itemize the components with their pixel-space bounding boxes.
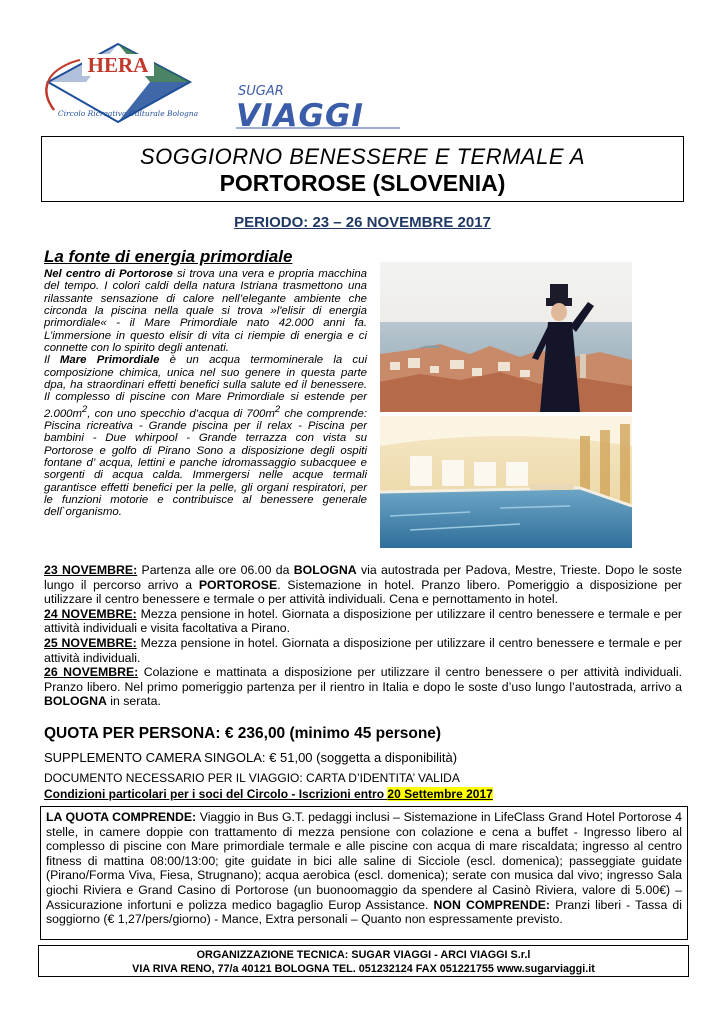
hera-logo-subtitle: Circolo Ricreativo Culturale Bologna — [57, 109, 199, 118]
itinerary — [44, 563, 682, 709]
footer-line-1: ORGANIZZAZIONE TECNICA: SUGAR VIAGGI - ARCI VIAGGI S.r.l — [196, 949, 531, 961]
includes-text: Viaggio in Bus G.T. pedaggi inclusi – Sistemazione in LifeClass Grand Hotel Portorose 4 stelle, in camere doppie con trattamento di mezza pensione con colazione e cena a buffet - Ingresso libero al complesso di piscine con Mare primordiale termale e alle piscine con acqua di mare riscaldata; ingresso al centro fitness di mattina 08:00/13:00; gite guidate in bici alle saline di Sicciole (escl. domenica); passeggiate guidate (Pirano/Forma Viva, Fiesa, Strugnano); acqua aerobica (escl. domenica); serate con musica dal vivo; ingresso Sala giochi Riviera e Grand Casino di Portorose (un buonoomaggio da spendere al Casinò Riviera, valore di 5.00€) – Assicurazione infortuni e polizza medico bagaglio Europ Assistance. — [46, 810, 682, 912]
day-2-text: Mezza pensione in hotel. Giornata a disposizione per utilizzare il centro benessere e termale e per attività individuali e visita facoltativa a Pirano. — [44, 606, 682, 636]
intro-text-2b: è un acqua termominerale la cui composizione chimica, unica nel suo genere in questa parte dpa, ha straordinari effetti benefici sulla salute ed il benessere. Il complesso di piscine con Mare Primordiale si estende per 2.000m — [44, 354, 367, 420]
sugar-logo-text: SUGAR — [238, 84, 284, 99]
not-includes-label: NON COMPRENDE: — [433, 897, 550, 912]
day-1-text-c: . Sistemazione in hotel. Pranzo libero. Pomeriggio a disposizione per utilizzare il centro benessere e termale o per attività individuali. Cena e pernottamento in hotel. — [44, 577, 682, 607]
intro-text-2a: Il — [44, 354, 60, 367]
day-1-text-b: via autostrada per Padova, Mestre, Trieste. Dopo le soste lungo il percorso arrivo a — [44, 563, 682, 592]
day-4-date: 26 NOVEMBRE: — [44, 665, 139, 680]
intro-text-1: si trova una vera e propria macchina del tempo. I colori caldi della natura Istriana trasmettono una rilassante sensazione di calore nell’elegante ambiente che circonda la piscina nella quale si trova »l'elisir di energia primordiale« - il Mare Primordiale nato 42.000 anni fa. L’immersione in questo elisir di vita ci riempie di energia e ci connette con lo spirito degli antenati. — [44, 268, 367, 355]
section-heading: La fonte di energia primordiale — [44, 247, 293, 266]
itinerary-day-4 — [44, 665, 682, 709]
intro-paragraph-1 — [44, 268, 367, 354]
single-room-supplement: SUPPLEMENTO CAMERA SINGOLA: € 51,00 (soggetta a disponibilità) — [44, 750, 458, 765]
conditions-deadline: 20 Settembre 2017 — [387, 787, 493, 801]
includes-paragraph — [46, 810, 682, 927]
price-per-person: QUOTA PER PERSONA: € 236,00 (minimo 45 persone) — [44, 725, 442, 742]
hera-logo-text: HERA — [87, 53, 149, 77]
day-4-text-a: Colazione e mattinata a disposizione per utilizzare il centro benessere o per attività individuali. Pranzo libero. Nel primo pomeriggio partenza per il rientro in Italia e dopo le soste d’uso lungo l’autostrada, arrivo a — [44, 665, 682, 694]
sugar-viaggi-logo — [232, 78, 404, 130]
hera-logo — [40, 40, 200, 132]
intro-text — [44, 268, 367, 519]
periodo: PERIODO: 23 – 26 NOVEMBRE 2017 — [234, 214, 491, 231]
day-2-date: 24 NOVEMBRE: — [44, 606, 137, 621]
intro-text-2c: , con uno specchio d’acqua di 700m — [87, 407, 275, 420]
intro-bold-2: Mare Primordiale — [59, 354, 160, 367]
day-4-bold-1: BOLOGNA — [44, 694, 107, 709]
day-3-date: 25 NOVEMBRE: — [44, 635, 137, 650]
includes-box — [40, 806, 688, 940]
footer-line-2: VIA RIVA RENO, 77/a 40121 BOLOGNA TEL. 051232124 FAX 051221755 www.sugarviaggi.it — [132, 963, 595, 975]
conditions-text: Condizioni particolari per i soci del Circolo - Iscrizioni entro — [44, 787, 388, 801]
thermal-pool-photo — [380, 416, 632, 548]
day-1-bold-1: BOLOGNA — [293, 563, 357, 577]
footer-box — [38, 945, 689, 977]
intro-text-2d: che comprende: Piscina ricreativa - Grande piscina per il relax - Piscina per bambini - Due whirpool - Grande terrazza con vista su Portorose e golfo di Pirano Sono a disposizione degli ospiti fontane d’ acqua, lettini e panche idromassaggio subacquee e sorgenti di acqua calda. Immergersi nelle acque termali garantisce effetti benefici per la pelle, gli organi respiratori, per le funzioni motorie e contribuisce al benessere generale dell`organismo. — [44, 407, 367, 519]
required-document: DOCUMENTO NECESSARIO PER IL VIAGGIO: CARTA D’IDENTITA’ VALIDA — [44, 771, 460, 785]
not-includes-text: Pranzi liberi - Tassa di soggiorno (€ 1,27/pers/giorno) - Mance, Extra personali – Quanto non espressamente previsto. — [46, 897, 682, 927]
day-1-text-a: Partenza alle ore 06.00 da — [137, 563, 294, 577]
itinerary-day-2 — [44, 607, 682, 636]
title-box — [41, 136, 684, 202]
title-line-1: SOGGIORNO BENESSERE E TERMALE A — [139, 144, 585, 169]
intro-sup-2: 2 — [274, 403, 281, 415]
portorose-photo — [380, 262, 632, 412]
intro-paragraph-2 — [44, 354, 367, 518]
title-line-2: PORTOROSE (SLOVENIA) — [219, 170, 506, 196]
day-3-text: Mezza pensione in hotel. Giornata a disposizione per utilizzare il centro benessere e termale e per attività individuali. — [44, 635, 682, 665]
includes-label: LA QUOTA COMPRENDE: — [46, 810, 197, 824]
intro-bold-1: Nel centro di Portorose — [44, 268, 173, 280]
itinerary-day-3 — [44, 636, 682, 665]
day-1-date: 23 NOVEMBRE: — [44, 563, 138, 577]
day-4-text-b: in serata. — [106, 694, 161, 709]
viaggi-logo-text: VIAGGI — [236, 98, 364, 130]
member-conditions — [44, 787, 493, 801]
intro-sup-1: 2 — [82, 403, 88, 415]
itinerary-day-1 — [44, 563, 682, 607]
day-1-bold-2: PORTOROSE — [198, 577, 278, 592]
